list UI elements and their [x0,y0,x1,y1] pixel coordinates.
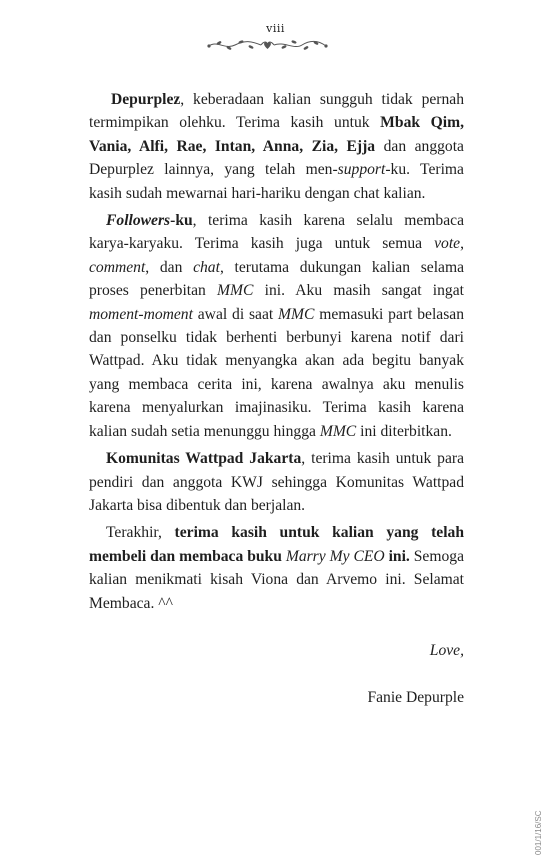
text-span: Marry My CEO [285,547,385,565]
page-number: viii [266,22,285,35]
text-span: chat [193,258,220,276]
text-span: , terima kasih karena selalu membaca karya-karyaku. Terima kasih juga untuk semua [89,212,464,253]
text-span: Followers [106,212,171,230]
text-span: MMC [278,305,315,323]
text-span: awal di saat [192,305,279,323]
text-span: Terakhir, [106,524,175,542]
text-span: , keberadaan kalian sungguh tidak pernah termimpikan olehku. Terima kasih untuk [89,91,464,132]
text-span: memasuki part belasan dan ponselku tidak berhenti berbunyi karena notif dari Wattpad. Aku tidak menyangka akan ada begitu banyak yang membaca cerita ini, karena awalnya aku menulis karena menyalurkan imajinasiku. Terima kasih karena kalian sudah setia menunggu hingga [89,305,465,440]
text-span: ini. [384,547,410,565]
paragraph-komunitas [89,447,464,517]
text-span: , terutama dukungan kalian selama proses penerbitan [89,258,464,300]
text-span: Mbak Qim, Vania, Alfi, Rae, Intan, Anna, Zia, Ejja [89,114,464,155]
text-span: , [460,235,464,253]
text-span: Komunitas Wattpad Jakarta [106,450,302,468]
text-span: vote [434,235,461,253]
paragraph-depurplez [89,88,464,205]
text-span: , dan [145,258,194,276]
text-span: moment-moment [89,305,193,323]
text-span: ini. Aku masih sangat ingat [253,282,464,300]
author-signature: Fanie Depurple [367,689,464,706]
text-span: comment [89,258,146,276]
floral-vine-ornament-icon [205,38,330,52]
text-span: Depurplez [111,91,181,108]
paragraph-followers [89,209,464,443]
text-span: -ku [170,212,193,230]
text-span: support [337,161,386,179]
text-span: ini diterbitkan. [356,422,452,440]
text-span: , terima kasih untuk para pendiri dan anggota KWJ sehingga Komunitas Wattpad Jakarta bisa dibentuk dan berjalan. [89,450,465,514]
text-span: dan anggota Depurplez lainnya, yang telah men- [89,137,464,179]
signoff-love: Love, [429,642,464,659]
paragraph-closing [89,521,464,615]
text-span: MMC [217,282,254,300]
text-span: -ku. Terima kasih sudah mewarnai hari-hariku dengan chat kalian. [89,161,464,202]
text-span: Semoga kalian menikmati kisah Viona dan Arvemo ini. Selamat Membaca. ^^ [89,547,464,612]
acknowledgements-text [89,88,464,615]
text-span: MMC [319,422,357,440]
text-span: terima kasih untuk kalian yang telah membeli dan membaca buku [89,524,465,565]
printer-code: 001/1/16/SC [534,810,543,855]
